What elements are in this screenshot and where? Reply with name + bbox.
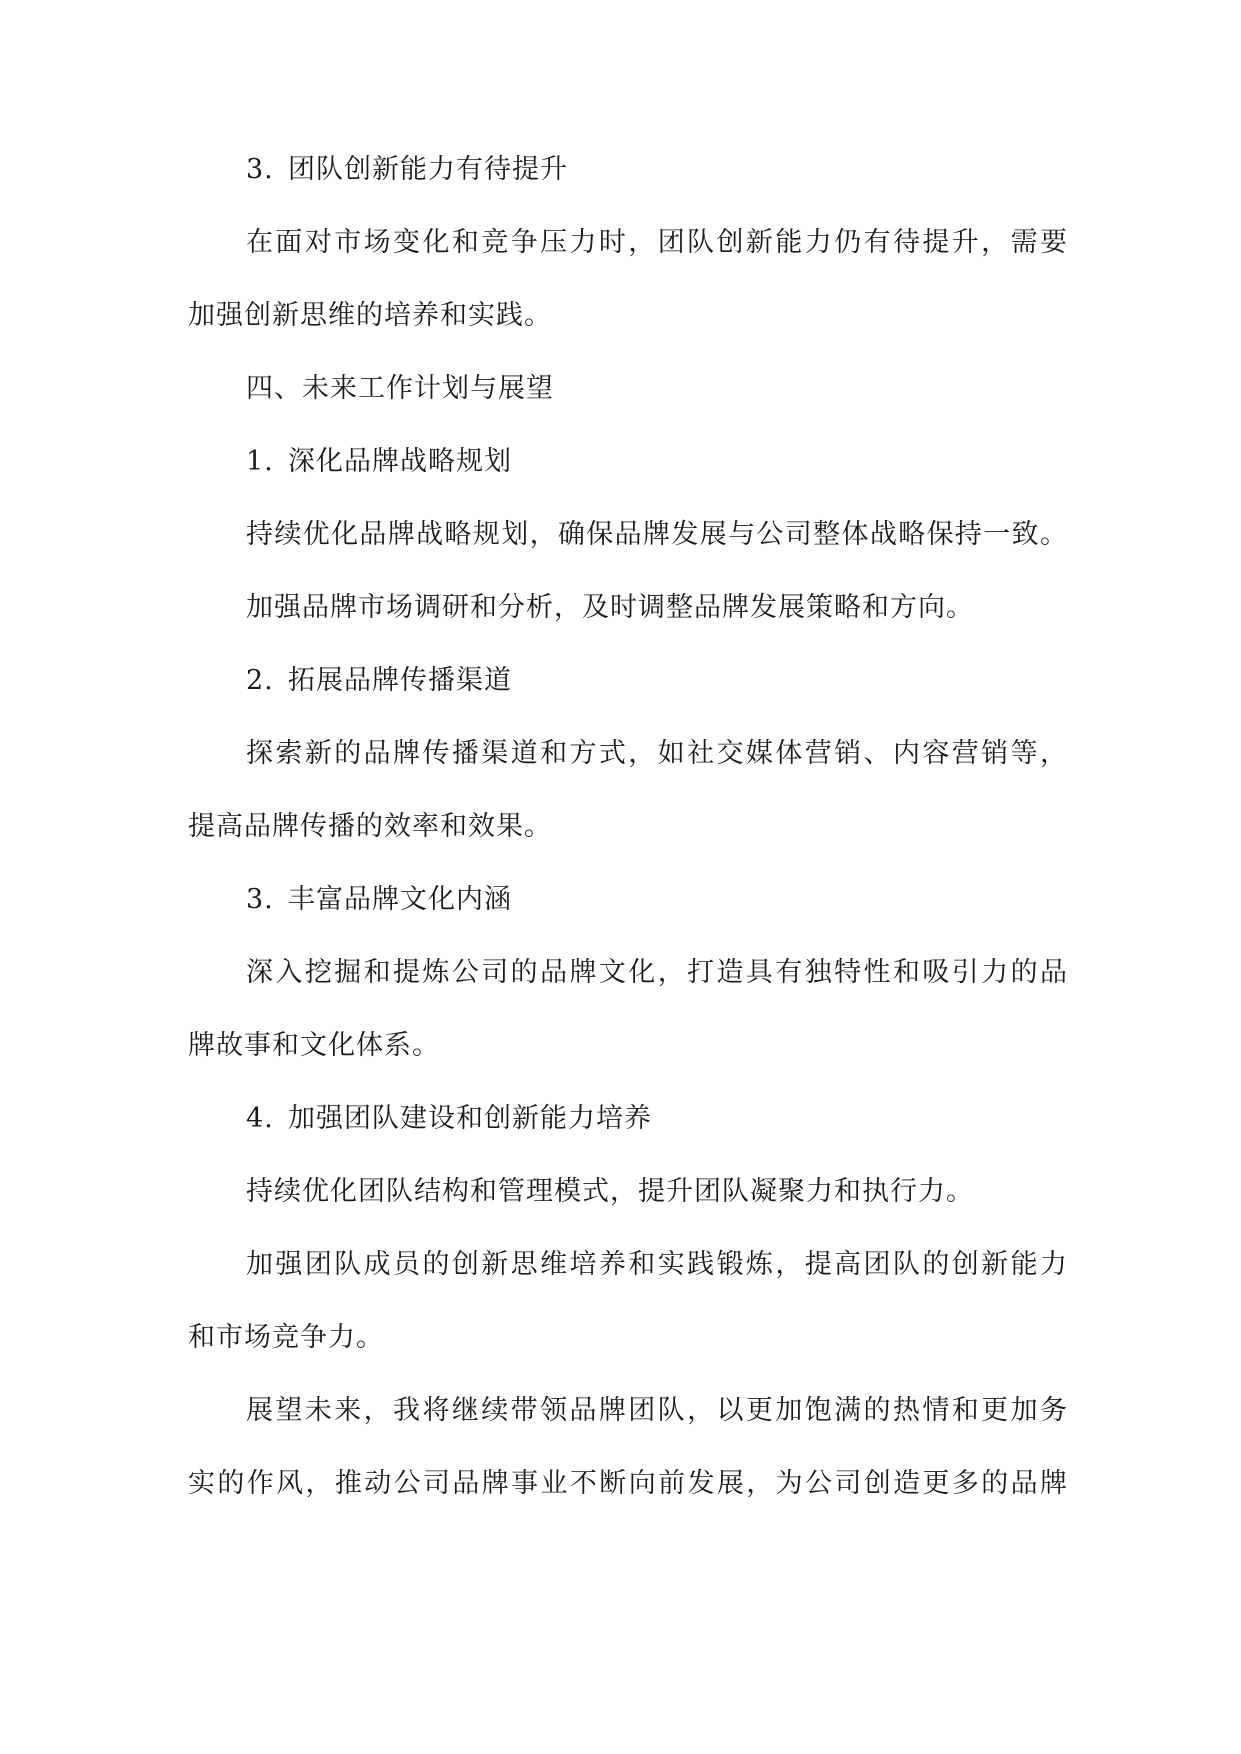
subheading-number: 3. bbox=[246, 154, 274, 185]
subheading-brand-channels bbox=[246, 661, 1126, 701]
subheading-brand-strategy bbox=[246, 442, 1126, 482]
paragraph-line: 持续优化团队结构和管理模式，提升团队凝聚力和执行力。 bbox=[246, 1176, 974, 1207]
subheading-number: 3. bbox=[246, 884, 274, 915]
paragraph-line: 加强品牌市场调研和分析，及时调整品牌发展策略和方向。 bbox=[246, 592, 974, 623]
subheading-team-building bbox=[246, 1099, 1126, 1139]
subheading-text: 加强团队建设和创新能力培养 bbox=[288, 1103, 652, 1134]
subheading-team-innovation bbox=[246, 150, 1126, 190]
paragraph-line: 加强创新思维的培养和实践。 bbox=[188, 300, 552, 331]
subheading-brand-culture bbox=[246, 880, 1126, 920]
paragraph-line: 持续优化品牌战略规划，确保品牌发展与公司整体战略保持一致。 bbox=[246, 519, 1068, 550]
subheading-number: 2. bbox=[246, 665, 274, 696]
subheading-text: 拓展品牌传播渠道 bbox=[288, 665, 512, 696]
subheading-number: 1. bbox=[246, 446, 274, 477]
paragraph-line: 展望未来，我将继续带领品牌团队，以更加饱满的热情和更加务 bbox=[246, 1395, 1068, 1426]
paragraph-line: 和市场竞争力。 bbox=[188, 1322, 384, 1353]
subheading-text: 丰富品牌文化内涵 bbox=[288, 884, 512, 915]
paragraph-line: 探索新的品牌传播渠道和方式，如社交媒体营销、内容营销等， bbox=[246, 738, 1068, 769]
paragraph-line: 深入挖掘和提炼公司的品牌文化，打造具有独特性和吸引力的品 bbox=[246, 957, 1068, 988]
section-heading-future-plan: 四、未来工作计划与展望 bbox=[246, 373, 554, 404]
paragraph-line: 实的作风，推动公司品牌事业不断向前发展，为公司创造更多的品牌 bbox=[188, 1468, 1068, 1499]
subheading-text: 团队创新能力有待提升 bbox=[288, 154, 568, 185]
subheading-text: 深化品牌战略规划 bbox=[288, 446, 512, 477]
paragraph-line: 提高品牌传播的效率和效果。 bbox=[188, 811, 552, 842]
paragraph-line: 牌故事和文化体系。 bbox=[188, 1030, 440, 1061]
paragraph-line: 在面对市场变化和竞争压力时，团队创新能力仍有待提升，需要 bbox=[246, 227, 1068, 258]
paragraph-line: 加强团队成员的创新思维培养和实践锻炼，提高团队的创新能力 bbox=[246, 1249, 1068, 1280]
subheading-number: 4. bbox=[246, 1103, 274, 1134]
